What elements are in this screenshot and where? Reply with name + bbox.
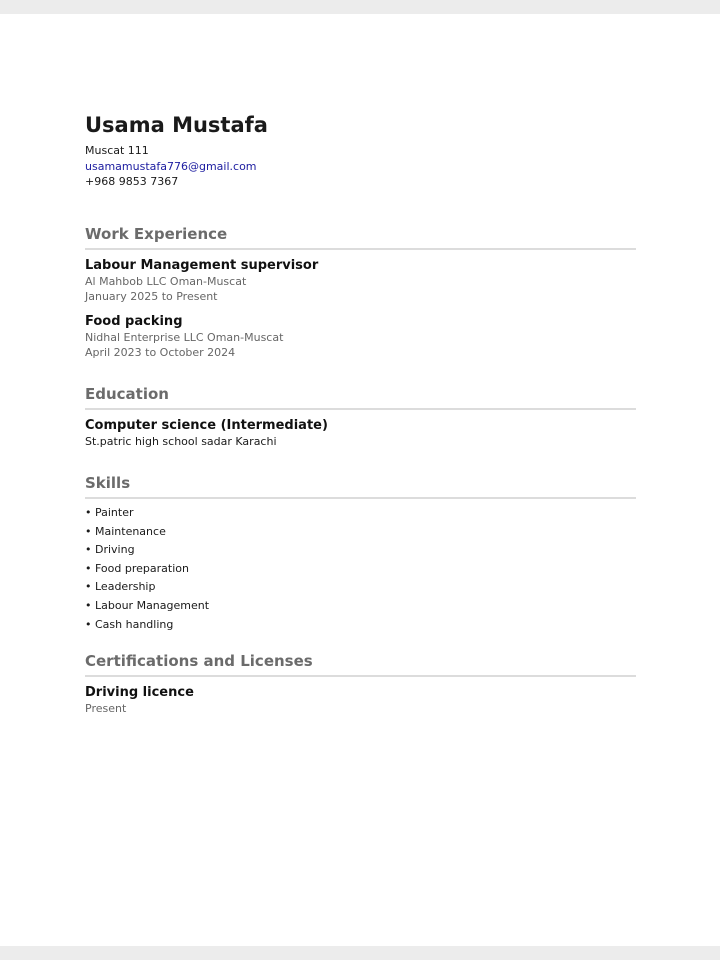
list-item: • Food preparation	[85, 560, 636, 579]
email-link[interactable]: usamamustafa776@gmail.com	[85, 159, 257, 173]
education-section	[85, 385, 636, 449]
job-entry	[85, 314, 636, 360]
location-text: Muscat 111	[85, 144, 149, 157]
certifications-section	[85, 652, 636, 716]
list-item: • Leadership	[85, 578, 636, 597]
candidate-name: Usama Mustafa	[85, 113, 268, 137]
section-title-certifications: Certifications and Licenses	[85, 652, 636, 677]
job-company: Nidhal Enterprise LLC Oman-Muscat	[85, 331, 284, 344]
skills-section	[85, 474, 636, 634]
resume-header	[85, 113, 636, 190]
section-title-skills: Skills	[85, 474, 636, 499]
job-dates: April 2023 to October 2024	[85, 346, 236, 359]
resume-page	[0, 14, 720, 946]
skills-list	[85, 504, 636, 634]
list-item: • Labour Management	[85, 597, 636, 616]
job-dates: January 2025 to Present	[85, 290, 218, 303]
certification-entry	[85, 685, 636, 716]
job-role: Food packing	[85, 314, 183, 329]
education-degree: Computer science (Intermediate)	[85, 418, 328, 433]
work-experience-section	[85, 225, 636, 360]
section-title-work-experience: Work Experience	[85, 225, 636, 250]
phone-text: +968 9853 7367	[85, 175, 179, 188]
certification-status: Present	[85, 702, 127, 715]
list-item: • Driving	[85, 541, 636, 560]
education-entry	[85, 418, 636, 449]
job-company: Al Mahbob LLC Oman-Muscat	[85, 275, 247, 288]
list-item: • Painter	[85, 504, 636, 523]
education-school: St.patric high school sadar Karachi	[85, 435, 277, 448]
contact-block	[85, 143, 636, 190]
section-title-education: Education	[85, 385, 636, 410]
job-role: Labour Management supervisor	[85, 258, 319, 273]
list-item: • Cash handling	[85, 616, 636, 635]
list-item: • Maintenance	[85, 523, 636, 542]
job-entry	[85, 258, 636, 304]
certification-name: Driving licence	[85, 685, 194, 700]
